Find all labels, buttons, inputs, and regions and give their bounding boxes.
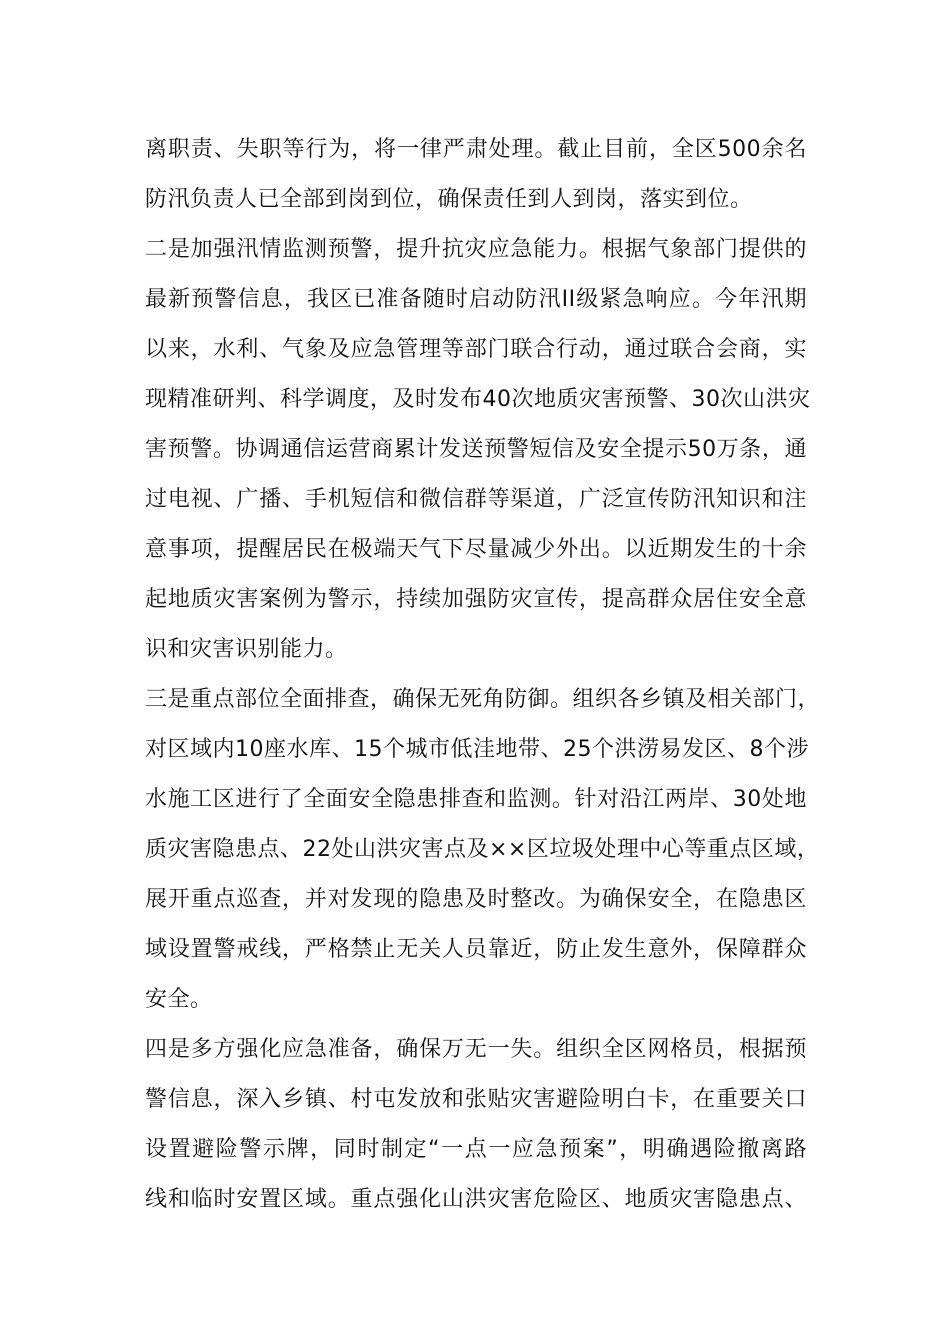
text-line: 设置避险警示牌，同时制定“一点一应急预案”，明确遇险撤离路 (145, 1137, 807, 1162)
paragraph (145, 235, 811, 685)
text-line: 以来，水利、气象及应急管理等部门联合行动，通过联合会商，实 (145, 337, 807, 362)
text-line: 安全。 (145, 987, 213, 1012)
paragraph (145, 135, 807, 235)
text-line: 二是加强汛情监测预警，提升抗灾应急能力。根据气象部门提供的 (145, 237, 807, 262)
document-body (145, 135, 821, 1235)
text-line: 离职责、失职等行为，将一律严肃处理。截止目前，全区500余名 (145, 137, 807, 162)
text-line: 对区域内10座水库、15个城市低洼地带、25个洪涝易发区、8个涉 (145, 737, 809, 762)
text-line: 起地质灾害案例为警示，持续加强防灾宣传，提高群众居住安全意 (145, 587, 807, 612)
text-line: 害预警。协调通信运营商累计发送预警短信及安全提示50万条，通 (145, 437, 807, 462)
text-line: 线和临时安置区域。重点强化山洪灾害危险区、地质灾害隐患点、 (145, 1187, 807, 1212)
paragraph (145, 1035, 807, 1235)
text-line: 最新预警信息，我区已准备随时启动防汛II级紧急响应。今年汛期 (145, 287, 807, 312)
text-line: 意事项，提醒居民在极端天气下尽量减少外出。以近期发生的十余 (145, 537, 807, 562)
text-line: 识和灾害识别能力。 (145, 637, 348, 662)
text-line: 三是重点部位全面排查，确保无死角防御。组织各乡镇及相关部门， (145, 687, 821, 712)
text-line: 水施工区进行了全面安全隐患排查和监测。针对沿江两岸、30处地 (145, 787, 807, 812)
text-line: 防汛负责人已全部到岗到位，确保责任到人到岗，落实到位。 (145, 187, 753, 212)
text-line: 质灾害隐患点、22处山洪灾害点及××区垃圾处理中心等重点区域， (145, 837, 820, 862)
text-line: 现精准研判、科学调度，及时发布40次地质灾害预警、30次山洪灾 (145, 387, 811, 412)
text-line: 域设置警戒线，严格禁止无关人员靠近，防止发生意外，保障群众 (145, 937, 807, 962)
text-line: 过电视、广播、手机短信和微信群等渠道，广泛宣传防汛知识和注 (145, 487, 807, 512)
text-line: 展开重点巡查，并对发现的隐患及时整改。为确保安全，在隐患区 (145, 887, 807, 912)
text-line: 四是多方强化应急准备，确保万无一失。组织全区网格员，根据预 (145, 1037, 807, 1062)
paragraph (145, 685, 821, 1035)
text-line: 警信息，深入乡镇、村屯发放和张贴灾害避险明白卡，在重要关口 (145, 1087, 807, 1112)
